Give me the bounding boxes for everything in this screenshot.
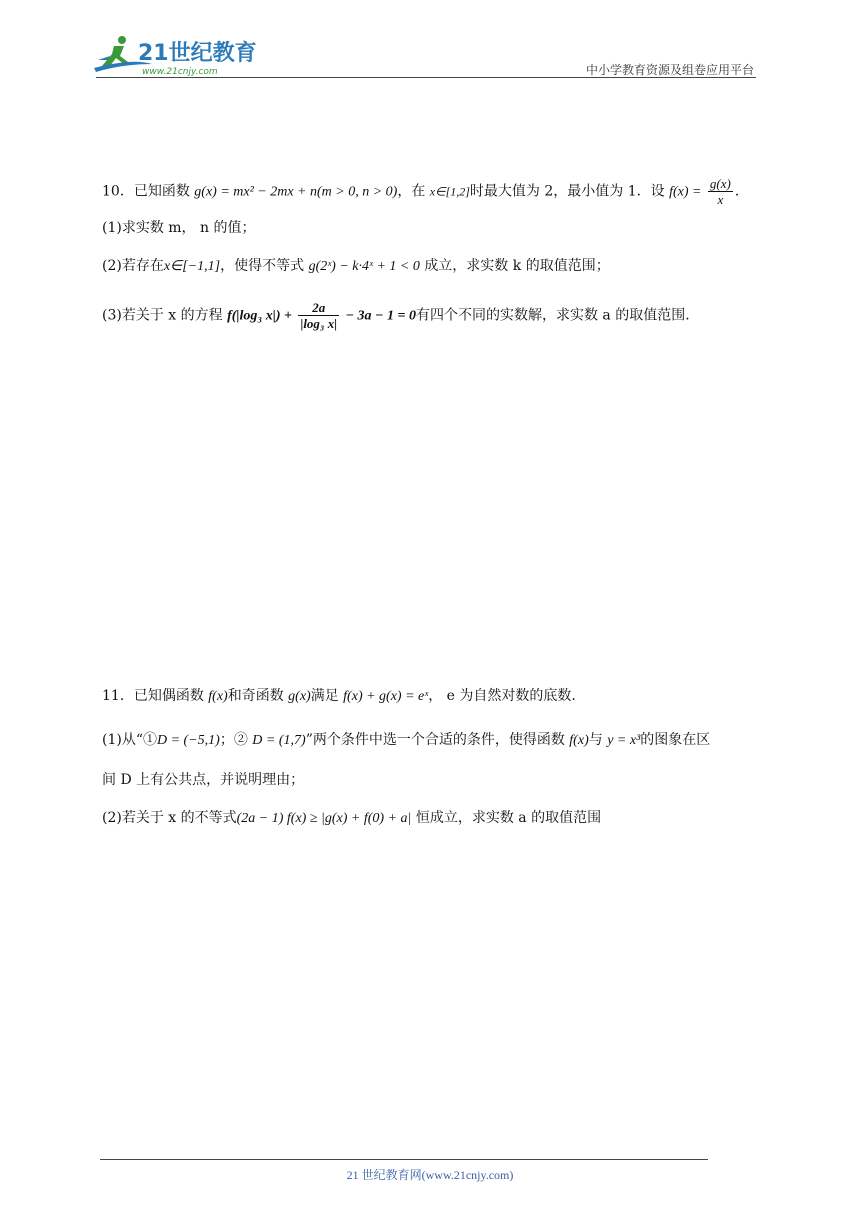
q11-part2: (2)若关于 x 的不等式(2a − 1) f(x) ≥ |g(x) + f(0) + a| 恒成立，求实数 a 的取值范围 (102, 810, 602, 826)
q11-stem: 11．已知偶函数 f(x)和奇函数 g(x)满足 f(x) + g(x) = eˣ， e 为自然对数的底数. (102, 688, 576, 704)
footer-text: 21 世纪教育网(www.21cnjy.com) (346, 1168, 514, 1182)
q11-equation: f(x) + g(x) = eˣ (343, 689, 429, 704)
footer-divider (100, 1159, 708, 1160)
q11-part1-line2: 间 D 上有公共点，并说明理由； (102, 772, 305, 788)
site-logo (92, 34, 262, 78)
q10-part1: (1)求实数 m， n 的值； (102, 220, 256, 236)
q10-g-definition: g(x) = mx² − 2mx + n(m > 0, n > 0) (194, 184, 398, 200)
q10-inequality: g(2ˣ) − k·4ˣ + 1 < 0 (308, 259, 420, 274)
q10-part3: (3)若关于 x 的方程 f(|log₃ x|) + $\frac{2a}{\text{|log₃ x|}}$ − 3a − 1 = 0有四个不同的实数解，求实数 a 的取值范围． (102, 300, 700, 331)
q10-part2: (2)若存在x∈[−1,1]，使得不等式 g(2ˣ) − k·4ˣ + 1 < 0 成立，求实数 k 的取值范围； (102, 258, 610, 274)
header-divider (96, 77, 756, 78)
q10-p3-fraction: $\frac{2a}{\text{|log₃ x|}}$ (300, 300, 338, 331)
logo-text: 21世纪教育 (138, 41, 257, 66)
q11-part1: (1)从“①D = (−5,1)；② D = (1,7)”两个条件中选一个合适的条件，使得函数 f(x)与 y = x³的图象在区 (102, 732, 711, 748)
q10-stem: 10．已知函数 g(x) = mx² − 2mx + n(m > 0, n > 0)，在 x∈[1,2]时最大值为 2，最小值为 1．设 f(x) = $\frac{g(x)}{x}$ ． (102, 176, 749, 207)
q10-fraction: $\frac{g(x)}{x}$ (709, 176, 731, 207)
q11-inequality: (2a − 1) f(x) ≥ |g(x) + f(0) + a| (236, 811, 412, 826)
logo-url: www.21cnjy.com (142, 67, 218, 77)
header-platform-text: 中小学教育资源及组卷应用平台 (585, 63, 754, 77)
